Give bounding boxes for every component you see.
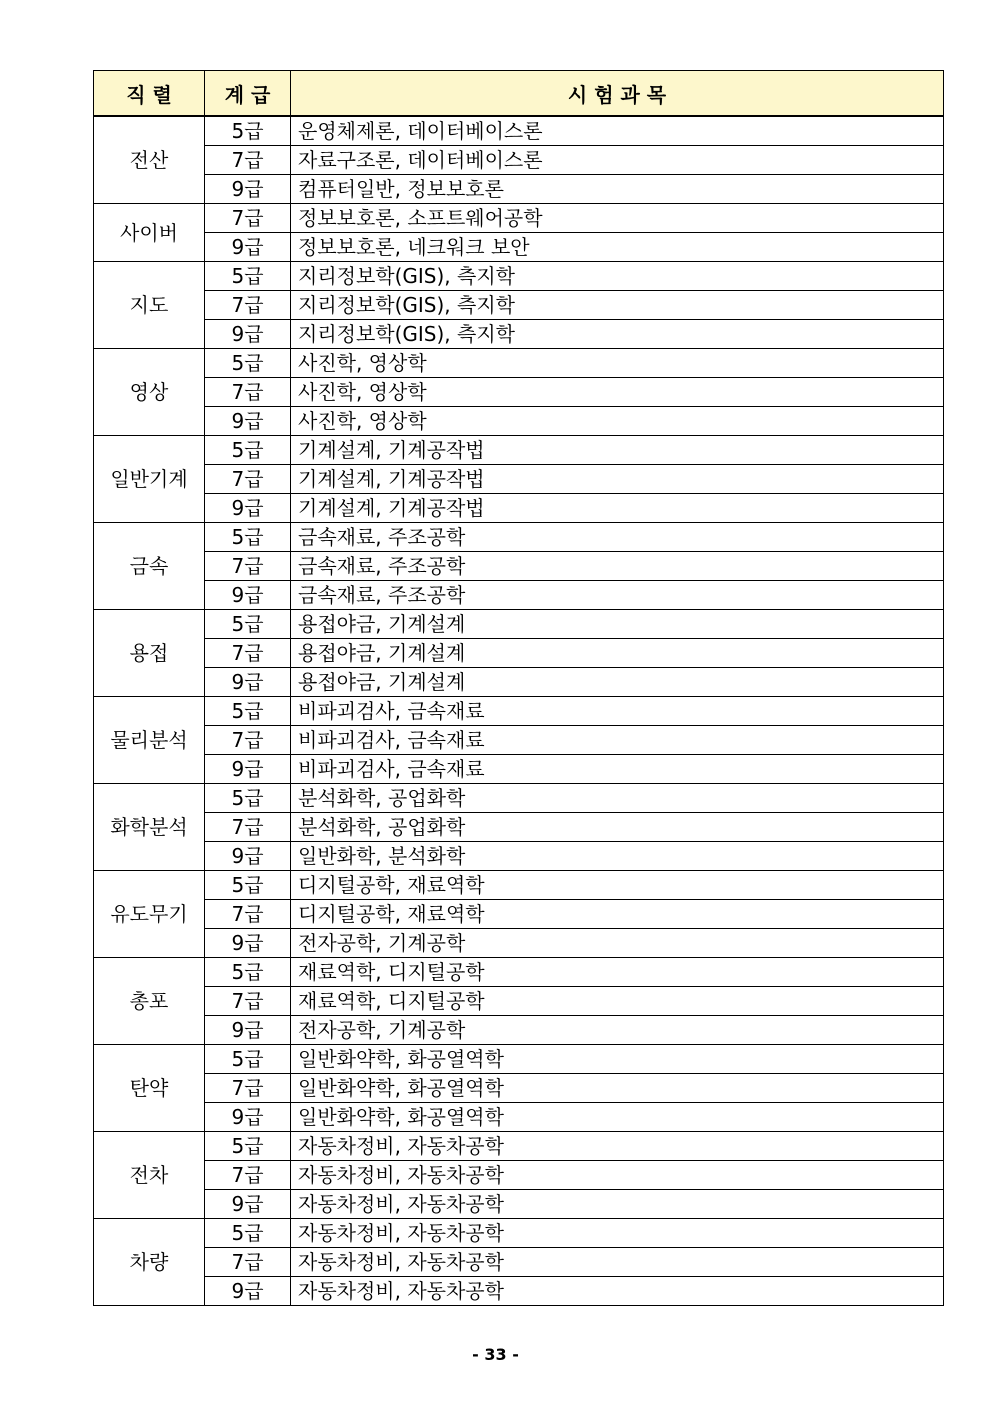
subjects-cell: 지리정보학(GIS), 측지학 <box>291 320 944 349</box>
table-row <box>94 697 944 726</box>
table-row <box>94 668 944 697</box>
subjects-cell: 재료역학, 디지털공학 <box>291 958 944 987</box>
page-number: - 33 - <box>472 1345 519 1364</box>
table-row <box>94 581 944 610</box>
subjects-cell: 비파괴검사, 금속재료 <box>291 755 944 784</box>
category-cell: 영상 <box>94 349 205 436</box>
subjects-cell: 금속재료, 주조공학 <box>291 552 944 581</box>
table-row <box>94 610 944 639</box>
category-cell: 용접 <box>94 610 205 697</box>
table-row <box>94 987 944 1016</box>
table-body <box>94 116 944 1306</box>
grade-cell: 9급 <box>205 1190 291 1219</box>
table-row <box>94 465 944 494</box>
table-row <box>94 871 944 900</box>
header-grade: 계 급 <box>205 71 291 117</box>
table-row <box>94 1190 944 1219</box>
table-row <box>94 842 944 871</box>
grade-cell: 5급 <box>205 349 291 378</box>
subjects-cell: 금속재료, 주조공학 <box>291 523 944 552</box>
subjects-cell: 정보보호론, 소프트웨어공학 <box>291 204 944 233</box>
subjects-cell: 지리정보학(GIS), 측지학 <box>291 262 944 291</box>
header-category: 직 렬 <box>94 71 205 117</box>
subjects-cell: 용접야금, 기계설계 <box>291 639 944 668</box>
table-row <box>94 900 944 929</box>
table-row <box>94 378 944 407</box>
subjects-cell: 정보보호론, 네크워크 보안 <box>291 233 944 262</box>
grade-cell: 9급 <box>205 755 291 784</box>
subjects-cell: 기계설계, 기계공작법 <box>291 436 944 465</box>
table-row <box>94 929 944 958</box>
subjects-cell: 일반화약학, 화공열역학 <box>291 1103 944 1132</box>
subjects-cell: 일반화약학, 화공열역학 <box>291 1045 944 1074</box>
subjects-cell: 디지털공학, 재료역학 <box>291 871 944 900</box>
table-row <box>94 755 944 784</box>
grade-cell: 5급 <box>205 1219 291 1248</box>
table-row <box>94 320 944 349</box>
table-row <box>94 1103 944 1132</box>
subjects-cell: 컴퓨터일반, 정보보호론 <box>291 175 944 204</box>
grade-cell: 9급 <box>205 929 291 958</box>
grade-cell: 5급 <box>205 958 291 987</box>
table-row <box>94 175 944 204</box>
grade-cell: 9급 <box>205 581 291 610</box>
category-cell: 지도 <box>94 262 205 349</box>
subjects-cell: 사진학, 영상학 <box>291 349 944 378</box>
subjects-cell: 자동차정비, 자동차공학 <box>291 1277 944 1306</box>
subjects-cell: 사진학, 영상학 <box>291 407 944 436</box>
subjects-cell: 자료구조론, 데이터베이스론 <box>291 146 944 175</box>
grade-cell: 5급 <box>205 1045 291 1074</box>
table-row <box>94 116 944 146</box>
subjects-cell: 지리정보학(GIS), 측지학 <box>291 291 944 320</box>
table-row <box>94 1219 944 1248</box>
subjects-cell: 기계설계, 기계공작법 <box>291 494 944 523</box>
subjects-cell: 일반화약학, 화공열역학 <box>291 1074 944 1103</box>
subjects-cell: 분석화학, 공업화학 <box>291 784 944 813</box>
grade-cell: 5급 <box>205 1132 291 1161</box>
subjects-cell: 자동차정비, 자동차공학 <box>291 1190 944 1219</box>
grade-cell: 7급 <box>205 987 291 1016</box>
subjects-cell: 비파괴검사, 금속재료 <box>291 726 944 755</box>
grade-cell: 5급 <box>205 436 291 465</box>
table-row <box>94 436 944 465</box>
grade-cell: 7급 <box>205 900 291 929</box>
grade-cell: 7급 <box>205 146 291 175</box>
table-row <box>94 262 944 291</box>
grade-cell: 7급 <box>205 465 291 494</box>
subjects-cell: 전자공학, 기계공학 <box>291 929 944 958</box>
subjects-cell: 분석화학, 공업화학 <box>291 813 944 842</box>
table-row <box>94 233 944 262</box>
table-header-row <box>94 71 944 117</box>
grade-cell: 5급 <box>205 784 291 813</box>
table-row <box>94 958 944 987</box>
grade-cell: 7급 <box>205 291 291 320</box>
table-row <box>94 1074 944 1103</box>
table-row <box>94 639 944 668</box>
grade-cell: 7급 <box>205 204 291 233</box>
grade-cell: 9급 <box>205 175 291 204</box>
table-row <box>94 349 944 378</box>
grade-cell: 7급 <box>205 1074 291 1103</box>
category-cell: 사이버 <box>94 204 205 262</box>
subjects-cell: 비파괴검사, 금속재료 <box>291 697 944 726</box>
grade-cell: 5급 <box>205 262 291 291</box>
grade-cell: 7급 <box>205 726 291 755</box>
category-cell: 물리분석 <box>94 697 205 784</box>
subjects-cell: 기계설계, 기계공작법 <box>291 465 944 494</box>
table-row <box>94 407 944 436</box>
subjects-cell: 일반화학, 분석화학 <box>291 842 944 871</box>
grade-cell: 7급 <box>205 1248 291 1277</box>
grade-cell: 5급 <box>205 697 291 726</box>
category-cell: 차량 <box>94 1219 205 1306</box>
table-row <box>94 784 944 813</box>
subjects-cell: 운영체제론, 데이터베이스론 <box>291 116 944 146</box>
subjects-cell: 자동차정비, 자동차공학 <box>291 1132 944 1161</box>
grade-cell: 9급 <box>205 494 291 523</box>
subjects-cell: 용접야금, 기계설계 <box>291 610 944 639</box>
table-row <box>94 1277 944 1306</box>
table-row <box>94 291 944 320</box>
table-row <box>94 1161 944 1190</box>
category-cell: 전산 <box>94 116 205 204</box>
subjects-cell: 디지털공학, 재료역학 <box>291 900 944 929</box>
table-row <box>94 1045 944 1074</box>
grade-cell: 9급 <box>205 233 291 262</box>
subjects-cell: 전자공학, 기계공학 <box>291 1016 944 1045</box>
table-row <box>94 726 944 755</box>
table-row <box>94 552 944 581</box>
subjects-cell: 사진학, 영상학 <box>291 378 944 407</box>
subjects-cell: 자동차정비, 자동차공학 <box>291 1161 944 1190</box>
category-cell: 화학분석 <box>94 784 205 871</box>
grade-cell: 7급 <box>205 378 291 407</box>
subjects-cell: 금속재료, 주조공학 <box>291 581 944 610</box>
grade-cell: 9급 <box>205 1277 291 1306</box>
category-cell: 전차 <box>94 1132 205 1219</box>
table-row <box>94 494 944 523</box>
grade-cell: 5급 <box>205 610 291 639</box>
table-row <box>94 1248 944 1277</box>
grade-cell: 9급 <box>205 668 291 697</box>
grade-cell: 7급 <box>205 813 291 842</box>
subjects-cell: 자동차정비, 자동차공학 <box>291 1248 944 1277</box>
grade-cell: 5급 <box>205 523 291 552</box>
category-cell: 일반기계 <box>94 436 205 523</box>
table-row <box>94 1132 944 1161</box>
grade-cell: 7급 <box>205 552 291 581</box>
table-row <box>94 1016 944 1045</box>
category-cell: 총포 <box>94 958 205 1045</box>
grade-cell: 9급 <box>205 1016 291 1045</box>
category-cell: 유도무기 <box>94 871 205 958</box>
table-row <box>94 146 944 175</box>
grade-cell: 9급 <box>205 320 291 349</box>
subjects-cell: 자동차정비, 자동차공학 <box>291 1219 944 1248</box>
exam-subjects-table <box>93 70 944 1306</box>
grade-cell: 9급 <box>205 1103 291 1132</box>
table-row <box>94 523 944 552</box>
category-cell: 탄약 <box>94 1045 205 1132</box>
grade-cell: 7급 <box>205 1161 291 1190</box>
grade-cell: 5급 <box>205 116 291 146</box>
grade-cell: 9급 <box>205 842 291 871</box>
subjects-cell: 용접야금, 기계설계 <box>291 668 944 697</box>
grade-cell: 9급 <box>205 407 291 436</box>
grade-cell: 7급 <box>205 639 291 668</box>
table-row <box>94 204 944 233</box>
grade-cell: 5급 <box>205 871 291 900</box>
header-subjects: 시 험 과 목 <box>291 71 944 117</box>
subjects-cell: 재료역학, 디지털공학 <box>291 987 944 1016</box>
table-row <box>94 813 944 842</box>
category-cell: 금속 <box>94 523 205 610</box>
